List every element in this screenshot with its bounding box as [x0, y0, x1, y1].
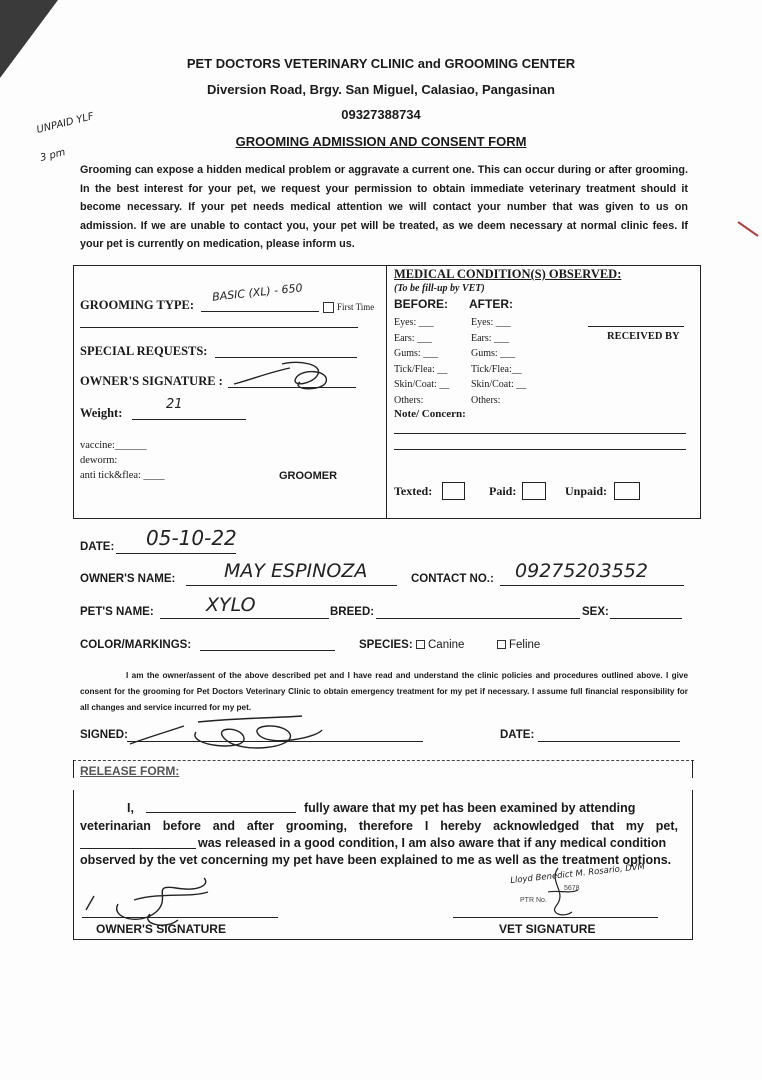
before-skin-coat[interactable]: Skin/Coat: __: [394, 379, 450, 390]
grooming-type-value[interactable]: BASIC (XL) - 650: [211, 281, 304, 304]
feline-option[interactable]: [497, 639, 540, 651]
clinic-name: PET DOCTORS VETERINARY CLINIC and GROOMING CENTER: [186, 56, 576, 71]
vaccine-label: vaccine:______: [80, 440, 147, 451]
received-by-field[interactable]: [588, 326, 684, 327]
sex-field[interactable]: [610, 618, 682, 619]
canine-option[interactable]: [416, 639, 464, 651]
release-line2: veterinarian before and after grooming, therefore I hereby acknowledged that my pet,: [80, 819, 678, 833]
release-line3: was released in a good condition, I am also aware that if any medical condition: [198, 836, 667, 850]
weight-field[interactable]: [132, 419, 246, 420]
contact-label: CONTACT NO.:: [411, 573, 494, 585]
contact-value: 09275203552: [515, 560, 648, 582]
release-form-title: RELEASE FORM:: [80, 764, 180, 778]
received-by-label: RECEIVED BY: [607, 331, 680, 342]
after-others[interactable]: Others:: [471, 394, 501, 406]
consent-paragraph: I am the owner/assent of the above described pet and I have read and understand the clinic policies and procedures outlined above. I give consent for the grooming for Pet Doctors Veterinary Clinic to obtain emergency treatment for my pet if necessary. I assume full financial responsibility for all changes and service incurred for my pet.: [80, 671, 688, 712]
date-value: 05-10-22: [146, 526, 237, 550]
intro-paragraph: Grooming can expose a hidden medical problem or aggravate a current one. This can occur during or after grooming. In the best interest for your pet, we request your permission to obtain immediate veterinary treatment should it become necessary. If your pet needs medical attention we will contact your number that was given to us on admission. If we are unable to contact you, your pet will be treated, as we deem necessary at normal clinic fees. If your pet is currently on medication, please inform us.: [80, 164, 688, 251]
texted-label: Texted:: [394, 484, 433, 498]
after-tick-flea[interactable]: Tick/Flea:__: [471, 363, 522, 375]
pet-name-label: PET'S NAME:: [80, 606, 154, 618]
margin-note-line2: 3 pm: [39, 147, 67, 164]
first-time-checkbox[interactable]: [323, 302, 374, 313]
contact-field[interactable]: [500, 585, 684, 586]
unpaid-checkbox[interactable]: [614, 482, 640, 500]
owner-signature-label: OWNER'S SIGNATURE :: [80, 374, 223, 388]
vet-stamp-name: Lloyd Benedict M. Rosario, DVM: [509, 861, 646, 887]
before-others[interactable]: Others:: [394, 394, 424, 406]
vet-signature-label: VET SIGNATURE: [499, 922, 596, 936]
clinic-phone: 09327388734: [341, 107, 421, 122]
grooming-type-label: GROOMING TYPE:: [80, 298, 195, 312]
medical-condition-subtitle: (To be fill-up by VET): [394, 283, 485, 294]
vet-stamp-number: 5678: [564, 885, 580, 892]
owner-name-label: OWNER'S NAME:: [80, 573, 176, 585]
vet-signature-line[interactable]: [453, 917, 658, 918]
owner-signature-scribble: [230, 358, 340, 394]
release-pet-name-field[interactable]: [80, 848, 196, 849]
before-list: [394, 315, 449, 408]
vet-signature-scribble: [528, 862, 588, 922]
signed-date-label: DATE:: [500, 729, 535, 741]
pet-name-value: XYLO: [206, 594, 256, 616]
release-line1: fully aware that my pet has been examined by attending: [304, 801, 636, 815]
species-label: SPECIES:: [359, 639, 413, 651]
unpaid-label: Unpaid:: [565, 484, 608, 498]
paid-label: Paid:: [489, 484, 517, 498]
vet-stamp-ptr: PTR No.: [520, 897, 547, 904]
owner-name-value: MAY ESPINOZA: [224, 560, 368, 582]
after-list: [471, 315, 526, 408]
release-bottom-border: [73, 939, 693, 940]
groomer-label: GROOMER: [279, 470, 338, 482]
before-tick-flea[interactable]: Tick/Flea: __: [394, 363, 448, 375]
signed-label: SIGNED:: [80, 729, 128, 741]
clinic-address: Diversion Road, Brgy. San Miguel, Calasiao, Pangasinan: [207, 82, 555, 97]
before-ears[interactable]: Ears: ___: [394, 332, 433, 344]
feline-label: Feline: [509, 639, 541, 651]
owner-name-field[interactable]: [186, 585, 397, 586]
sex-label: SEX:: [582, 606, 609, 618]
after-eyes[interactable]: Eyes: ___: [471, 317, 511, 328]
anti-tick-label: anti tick&flea: ____: [80, 470, 165, 481]
form-title: GROOMING ADMISSION AND CONSENT FORM: [235, 134, 527, 149]
release-i: I,: [127, 801, 134, 815]
owner-signature-release-label: OWNER'S SIGNATURE: [96, 922, 226, 936]
color-markings-field[interactable]: [200, 650, 335, 651]
color-markings-label: COLOR/MARKINGS:: [80, 639, 192, 651]
after-label: AFTER:: [469, 297, 513, 311]
date-label: DATE:: [80, 541, 115, 553]
note-line-1[interactable]: [394, 433, 686, 434]
breed-label: BREED:: [330, 606, 375, 618]
paid-checkbox[interactable]: [522, 482, 546, 500]
after-gums[interactable]: Gums: ___: [471, 348, 516, 359]
before-gums[interactable]: Gums: ___: [394, 348, 439, 359]
release-line4: observed by the vet concerning my pet have been explained to me as well as the treatment options.: [80, 853, 672, 867]
consent-signature-scribble: [126, 712, 326, 760]
box-divider: [386, 265, 387, 518]
owner-signature-line[interactable]: [82, 917, 278, 918]
margin-note-line1: UNPAID YLF: [35, 111, 95, 136]
deworm-label: deworm:: [80, 455, 118, 466]
note-line-2[interactable]: [394, 449, 686, 450]
pet-name-field[interactable]: [160, 618, 329, 619]
weight-label: Weight:: [80, 406, 123, 420]
weight-value: 21: [166, 397, 183, 412]
note-concern-label: Note/ Concern:: [394, 408, 466, 420]
after-ears[interactable]: Ears: ___: [471, 332, 510, 344]
release-owner-name-field[interactable]: [146, 812, 296, 813]
before-eyes[interactable]: Eyes: ___: [394, 317, 434, 328]
after-skin-coat[interactable]: Skin/Coat: __: [471, 379, 527, 390]
special-requests-label: SPECIAL REQUESTS:: [80, 344, 208, 358]
first-time-label: First Time: [337, 302, 375, 312]
texted-checkbox[interactable]: [442, 482, 465, 500]
red-pen-mark: [736, 218, 762, 244]
before-label: BEFORE:: [394, 297, 448, 311]
breed-field[interactable]: [376, 618, 580, 619]
canine-label: Canine: [428, 639, 465, 651]
date-field[interactable]: [116, 553, 236, 554]
signed-date-field[interactable]: [538, 741, 680, 742]
release-top-border: [73, 760, 694, 761]
medical-condition-title: MEDICAL CONDITION(S) OBSERVED:: [394, 267, 622, 281]
